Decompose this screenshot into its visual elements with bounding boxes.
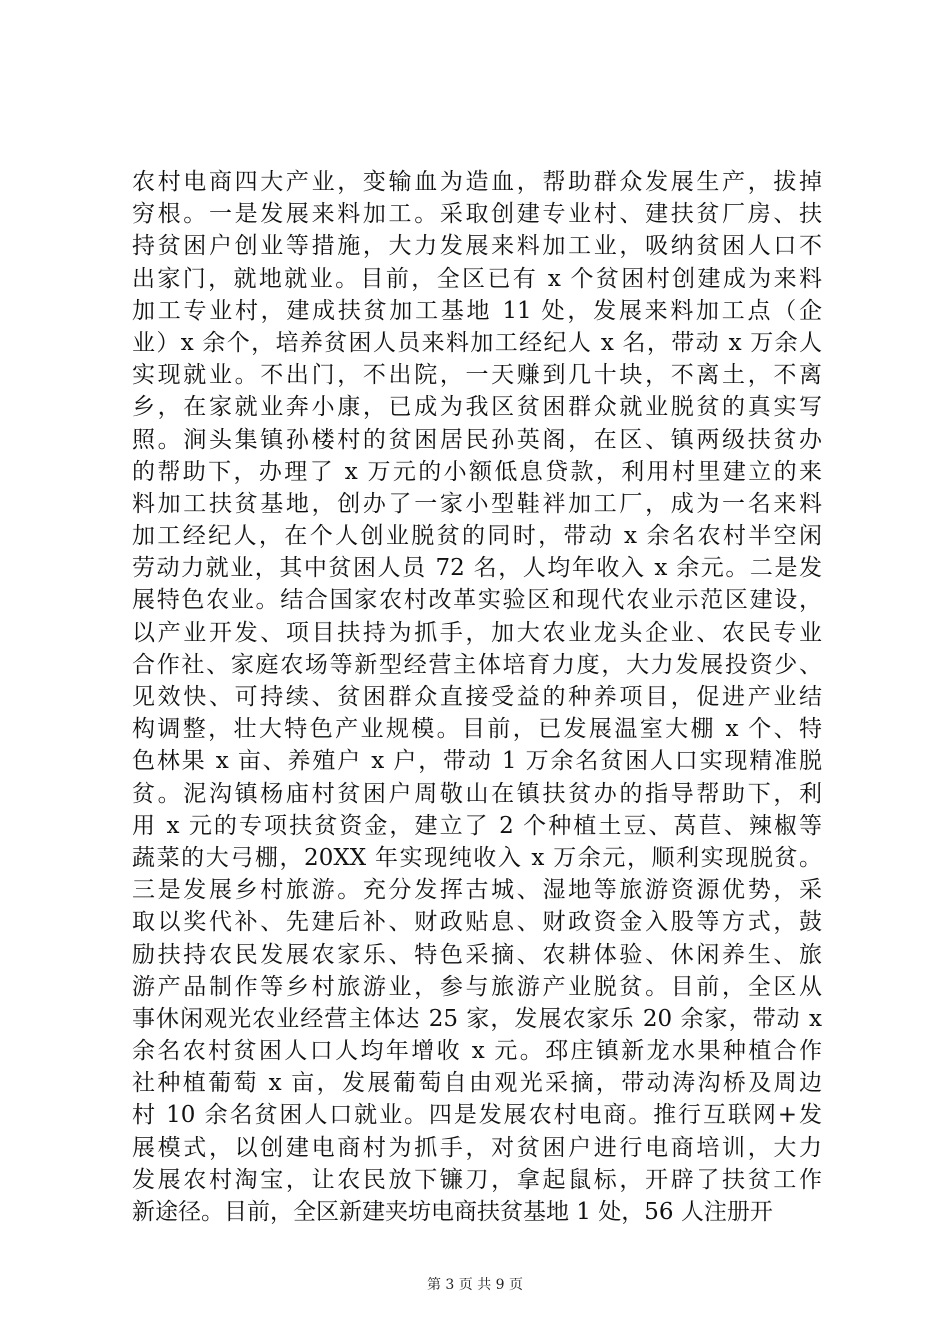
text-line: 发展农村淘宝，让农民放下镰刀，拿起鼠标，开辟了扶贫工作 <box>132 1166 822 1193</box>
text-line: 农村电商四大产业，变输血为造血，帮助群众发展生产，拔掉 <box>132 169 822 195</box>
text-line: 乡，在家就业奔小康，已成为我区贫困群众就业脱贫的真实写 <box>132 394 822 421</box>
body-paragraph <box>132 166 822 1228</box>
text-line: 事休闲观光农业经营主体达 25 家，发展农家乐 20 余家，带动 x <box>132 1005 822 1032</box>
text-line: 以产业开发、项目扶持为抓手，加大农业龙头企业、农民专业 <box>132 619 822 646</box>
text-line: 劳动力就业，其中贫困人员 72 名，人均年收入 x 余元。二是发 <box>132 555 822 582</box>
text-line: 加工经纪人，在个人创业脱贫的同时，带动 x 余名农村半空闲 <box>132 523 822 550</box>
text-line: 三是发展乡村旅游。充分发挥古城、湿地等旅游资源优势，采 <box>132 877 822 904</box>
text-line: 励扶持农民发展农家乐、特色采摘、农耕体验、休闲养生、旅 <box>132 941 822 968</box>
text-line: 新途径。目前，全区新建夹坊电商扶贫基地 1 处，56 人注册开 <box>132 1199 773 1225</box>
page-number-footer: 第 3 页 共 9 页 <box>426 1277 524 1293</box>
text-line: 游产品制作等乡村旅游业，参与旅游产业脱贫。目前，全区从 <box>132 973 822 1000</box>
text-line: 照。涧头集镇孙楼村的贫困居民孙英阁，在区、镇两级扶贫办 <box>132 426 822 453</box>
text-line: 社种植葡萄 x 亩，发展葡萄自由观光采摘，带动涛沟桥及周边 <box>132 1070 822 1097</box>
text-line: 实现就业。不出门，不出院，一天赚到几十块，不离土，不离 <box>132 362 822 389</box>
text-line: 构调整，壮大特色产业规模。目前，已发展温室大棚 x 个、特 <box>132 716 822 743</box>
text-line: 色林果 x 亩、养殖户 x 户，带动 1 万余名贫困人口实现精准脱 <box>132 748 822 775</box>
text-line: 料加工扶贫基地，创办了一家小型鞋袢加工厂，成为一名来料 <box>132 490 822 517</box>
text-line: 贫。泥沟镇杨庙村贫困户周敬山在镇扶贫办的指导帮助下，利 <box>132 780 822 807</box>
text-line: 持贫困户创业等措施，大力发展来料加工业，吸纳贫困人口不 <box>132 233 822 260</box>
text-line: 取以奖代补、先建后补、财政贴息、财政资金入股等方式，鼓 <box>132 909 822 936</box>
text-line: 业）x 余个，培养贫困人员来料加工经纪人 x 名，带动 x 万余人 <box>132 329 823 356</box>
text-line: 用 x 元的专项扶贫资金，建立了 2 个种植土豆、莴苣、辣椒等 <box>132 812 822 839</box>
text-line: 见效快、可持续、贫困群众直接受益的种养项目，促进产业结 <box>132 684 822 710</box>
text-line: 合作社、家庭农场等新型经营主体培育力度，大力发展投资少、 <box>132 651 822 678</box>
text-line: 蔬菜的大弓棚，20XX 年实现纯收入 x 万余元，顺利实现脱贫。 <box>132 844 822 871</box>
text-line: 展模式，以创建电商村为抓手，对贫困户进行电商培训，大力 <box>132 1134 822 1161</box>
text-line: 出家门，就地就业。目前，全区已有 x 个贫困村创建成为来料 <box>132 265 822 292</box>
text-line: 村 10 余名贫困人口就业。四是发展农村电商。推行互联网+发 <box>132 1102 822 1129</box>
text-line: 余名农村贫困人口人均年增收 x 元。邳庄镇新龙水果种植合作 <box>132 1038 822 1065</box>
text-line: 的帮助下，办理了 x 万元的小额低息贷款，利用村里建立的来 <box>132 458 822 485</box>
text-line: 展特色农业。结合国家农村改革实验区和现代农业示范区建设， <box>132 587 822 614</box>
text-line: 穷根。一是发展来料加工。采取创建专业村、建扶贫厂房、扶 <box>132 201 822 228</box>
text-line: 加工专业村，建成扶贫加工基地 11 处，发展来料加工点（企 <box>132 297 822 324</box>
